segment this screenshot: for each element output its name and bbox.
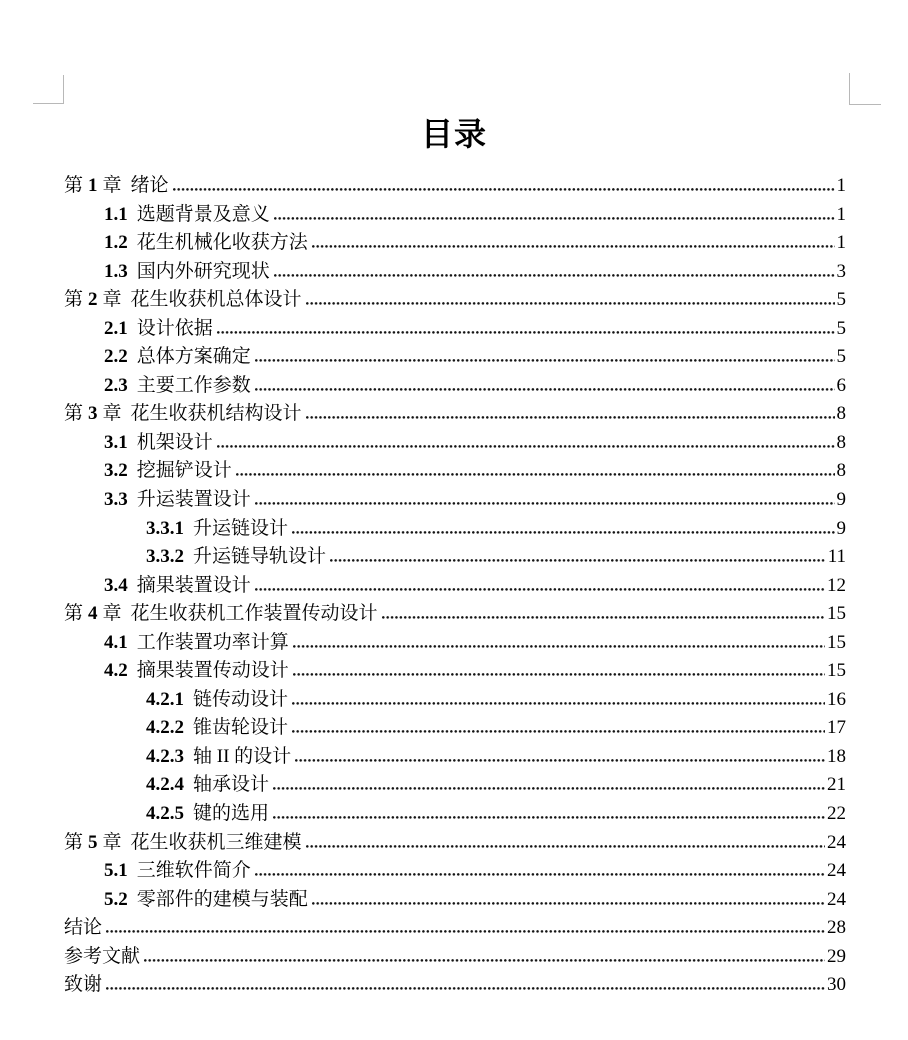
entry-number: 3.3.1 (146, 517, 184, 539)
entry-title: 轴 II 的设计 (193, 745, 292, 767)
page-number: 1 (836, 175, 846, 196)
entry-number: 5.1 (104, 860, 128, 882)
dot-leader (274, 217, 835, 220)
toc-entry[interactable] (64, 484, 846, 513)
chapter-suffix: 章 (102, 831, 122, 853)
entry-number: 2.1 (104, 317, 128, 339)
entry-title: 轴承设计 (193, 774, 270, 796)
dot-leader (255, 588, 825, 591)
toc-entry[interactable] (64, 741, 846, 770)
dot-leader (306, 845, 825, 848)
toc-entry[interactable] (64, 370, 846, 399)
entry-number: 4.2.4 (146, 774, 184, 796)
dot-leader (330, 559, 826, 562)
dot-leader (292, 531, 834, 534)
page-number: 1 (836, 203, 846, 225)
entry-title: 花生收获机结构设计 (130, 403, 302, 425)
dot-leader (217, 445, 835, 448)
dot-leader (106, 987, 825, 990)
dot-leader (293, 673, 825, 676)
dot-leader (312, 245, 835, 248)
entry-number: 4 (88, 603, 98, 625)
dot-leader (306, 302, 835, 305)
page-number: 1 (836, 232, 846, 254)
toc-entry[interactable] (64, 256, 846, 285)
toc-entry[interactable] (64, 712, 846, 741)
entry-title: 花生机械化收获方法 (136, 232, 308, 254)
entry-title: 主要工作参数 (136, 374, 251, 396)
page-number: 18 (827, 745, 846, 767)
page-number: 24 (827, 860, 846, 882)
entry-number: 2.2 (104, 346, 128, 368)
toc-entry[interactable] (64, 969, 846, 998)
entry-title: 总体方案确定 (136, 346, 251, 368)
page-number: 11 (827, 546, 846, 568)
page-number: 12 (827, 574, 846, 596)
toc-entry[interactable] (64, 769, 846, 798)
entry-title: 工作装置功率计算 (136, 631, 289, 653)
entry-number: 4.2.2 (146, 717, 184, 739)
entry-title: 摘果装置传动设计 (136, 660, 289, 682)
page-number: 22 (827, 803, 846, 825)
entry-number: 4.1 (104, 631, 128, 653)
entry-title: 致谢 (64, 974, 103, 996)
chapter-prefix: 第 (64, 175, 84, 196)
dot-leader (273, 816, 825, 819)
entry-title: 参考文献 (64, 945, 141, 967)
margin-corner-mark-top-right (849, 73, 881, 105)
page-number: 8 (836, 431, 846, 453)
dot-leader (306, 416, 835, 419)
page-number: 28 (827, 917, 846, 939)
toc-entry[interactable] (64, 827, 846, 856)
page-number: 5 (836, 317, 846, 339)
dot-leader (106, 930, 825, 933)
chapter-prefix: 第 (64, 603, 84, 625)
toc-entry[interactable] (64, 427, 846, 456)
page-number: 15 (827, 603, 846, 625)
toc-entry[interactable] (64, 398, 846, 427)
entry-title: 升运链设计 (193, 517, 289, 539)
entry-title: 摘果装置设计 (136, 574, 251, 596)
toc-entry[interactable] (64, 941, 846, 970)
page-number: 24 (827, 831, 846, 853)
entry-title: 机架设计 (136, 431, 213, 453)
entry-title: 链传动设计 (193, 688, 289, 710)
toc-entry[interactable] (64, 655, 846, 684)
toc-entry[interactable] (64, 912, 846, 941)
chapter-prefix: 第 (64, 403, 84, 425)
dot-leader (273, 787, 825, 790)
toc-entry[interactable] (64, 627, 846, 656)
toc-entry[interactable] (64, 598, 846, 627)
dot-leader (312, 902, 825, 905)
page-number: 9 (836, 489, 846, 511)
entry-number: 3.3 (104, 489, 128, 511)
entry-number: 5 (88, 831, 98, 853)
entry-number: 1.3 (104, 260, 128, 282)
entry-title: 设计依据 (136, 317, 213, 339)
toc-list (64, 170, 846, 998)
entry-title: 选题背景及意义 (136, 203, 270, 225)
toc-entry[interactable] (64, 798, 846, 827)
entry-title: 结论 (64, 917, 103, 939)
toc-entry[interactable] (64, 855, 846, 884)
page-number: 15 (827, 631, 846, 653)
toc-title: 目录 (420, 116, 487, 152)
page-number: 29 (827, 945, 846, 967)
dot-leader (255, 873, 825, 876)
toc-entry[interactable] (64, 570, 846, 599)
page-number: 5 (836, 346, 846, 368)
page-number: 3 (836, 260, 846, 282)
dot-leader (292, 702, 825, 705)
toc-entry[interactable] (64, 284, 846, 313)
chapter-prefix: 第 (64, 289, 84, 311)
page-number: 8 (836, 403, 846, 425)
page-number: 16 (827, 688, 846, 710)
toc-entry[interactable] (64, 513, 846, 542)
dot-leader (217, 331, 835, 334)
entry-number: 4.2.5 (146, 803, 184, 825)
dot-leader (255, 502, 835, 505)
entry-number: 3.1 (104, 431, 128, 453)
page-number: 17 (827, 717, 846, 739)
dot-leader (144, 959, 825, 962)
entry-number: 4.2 (104, 660, 128, 682)
entry-title: 绪论 (130, 175, 169, 196)
toc-entry[interactable] (64, 455, 846, 484)
entry-number: 2.3 (104, 374, 128, 396)
toc-entry[interactable] (64, 170, 846, 199)
margin-corner-mark-top-left (33, 75, 64, 104)
dot-leader (274, 274, 835, 277)
page-number: 9 (836, 517, 846, 539)
toc-entry[interactable] (64, 684, 846, 713)
entry-title: 升运链导轨设计 (193, 546, 327, 568)
toc-entry[interactable] (64, 313, 846, 342)
entry-title: 零部件的建模与装配 (136, 888, 308, 910)
dot-leader (173, 188, 835, 191)
entry-number: 3.2 (104, 460, 128, 482)
entry-number: 4.2.1 (146, 688, 184, 710)
entry-title: 升运装置设计 (136, 489, 251, 511)
entry-number: 3.3.2 (146, 546, 184, 568)
entry-title: 国内外研究现状 (136, 260, 270, 282)
page-number: 30 (827, 974, 846, 996)
chapter-suffix: 章 (102, 403, 122, 425)
entry-number: 2 (88, 289, 98, 311)
entry-title: 三维软件简介 (136, 860, 251, 882)
entry-title: 键的选用 (193, 803, 270, 825)
page-number: 24 (827, 888, 846, 910)
toc-entry[interactable] (64, 341, 846, 370)
page-number: 8 (836, 460, 846, 482)
dot-leader (292, 730, 825, 733)
dot-leader (293, 645, 825, 648)
page-number: 15 (827, 660, 846, 682)
toc-entry[interactable] (64, 227, 846, 256)
entry-title: 花生收获机总体设计 (130, 289, 302, 311)
entry-number: 3 (88, 403, 98, 425)
page-number: 6 (836, 374, 846, 396)
dot-leader (295, 759, 825, 762)
page-number: 21 (827, 774, 846, 796)
entry-number: 1.1 (104, 203, 128, 225)
page-number: 5 (836, 289, 846, 311)
toc-entry[interactable] (64, 884, 846, 913)
dot-leader (236, 473, 835, 476)
entry-number: 5.2 (104, 888, 128, 910)
chapter-suffix: 章 (102, 175, 122, 196)
toc-entry[interactable] (64, 541, 846, 570)
toc-entry[interactable] (64, 199, 846, 228)
dot-leader (255, 388, 835, 391)
entry-number: 3.4 (104, 574, 128, 596)
dot-leader (255, 359, 835, 362)
entry-title: 花生收获机三维建模 (130, 831, 302, 853)
entry-number: 1.2 (104, 232, 128, 254)
entry-title: 挖掘铲设计 (136, 460, 232, 482)
entry-title: 花生收获机工作装置传动设计 (130, 603, 378, 625)
entry-title: 锥齿轮设计 (193, 717, 289, 739)
chapter-suffix: 章 (102, 289, 122, 311)
chapter-prefix: 第 (64, 831, 84, 853)
entry-number: 1 (88, 175, 98, 196)
chapter-suffix: 章 (102, 603, 122, 625)
entry-number: 4.2.3 (146, 745, 184, 767)
dot-leader (382, 616, 825, 619)
